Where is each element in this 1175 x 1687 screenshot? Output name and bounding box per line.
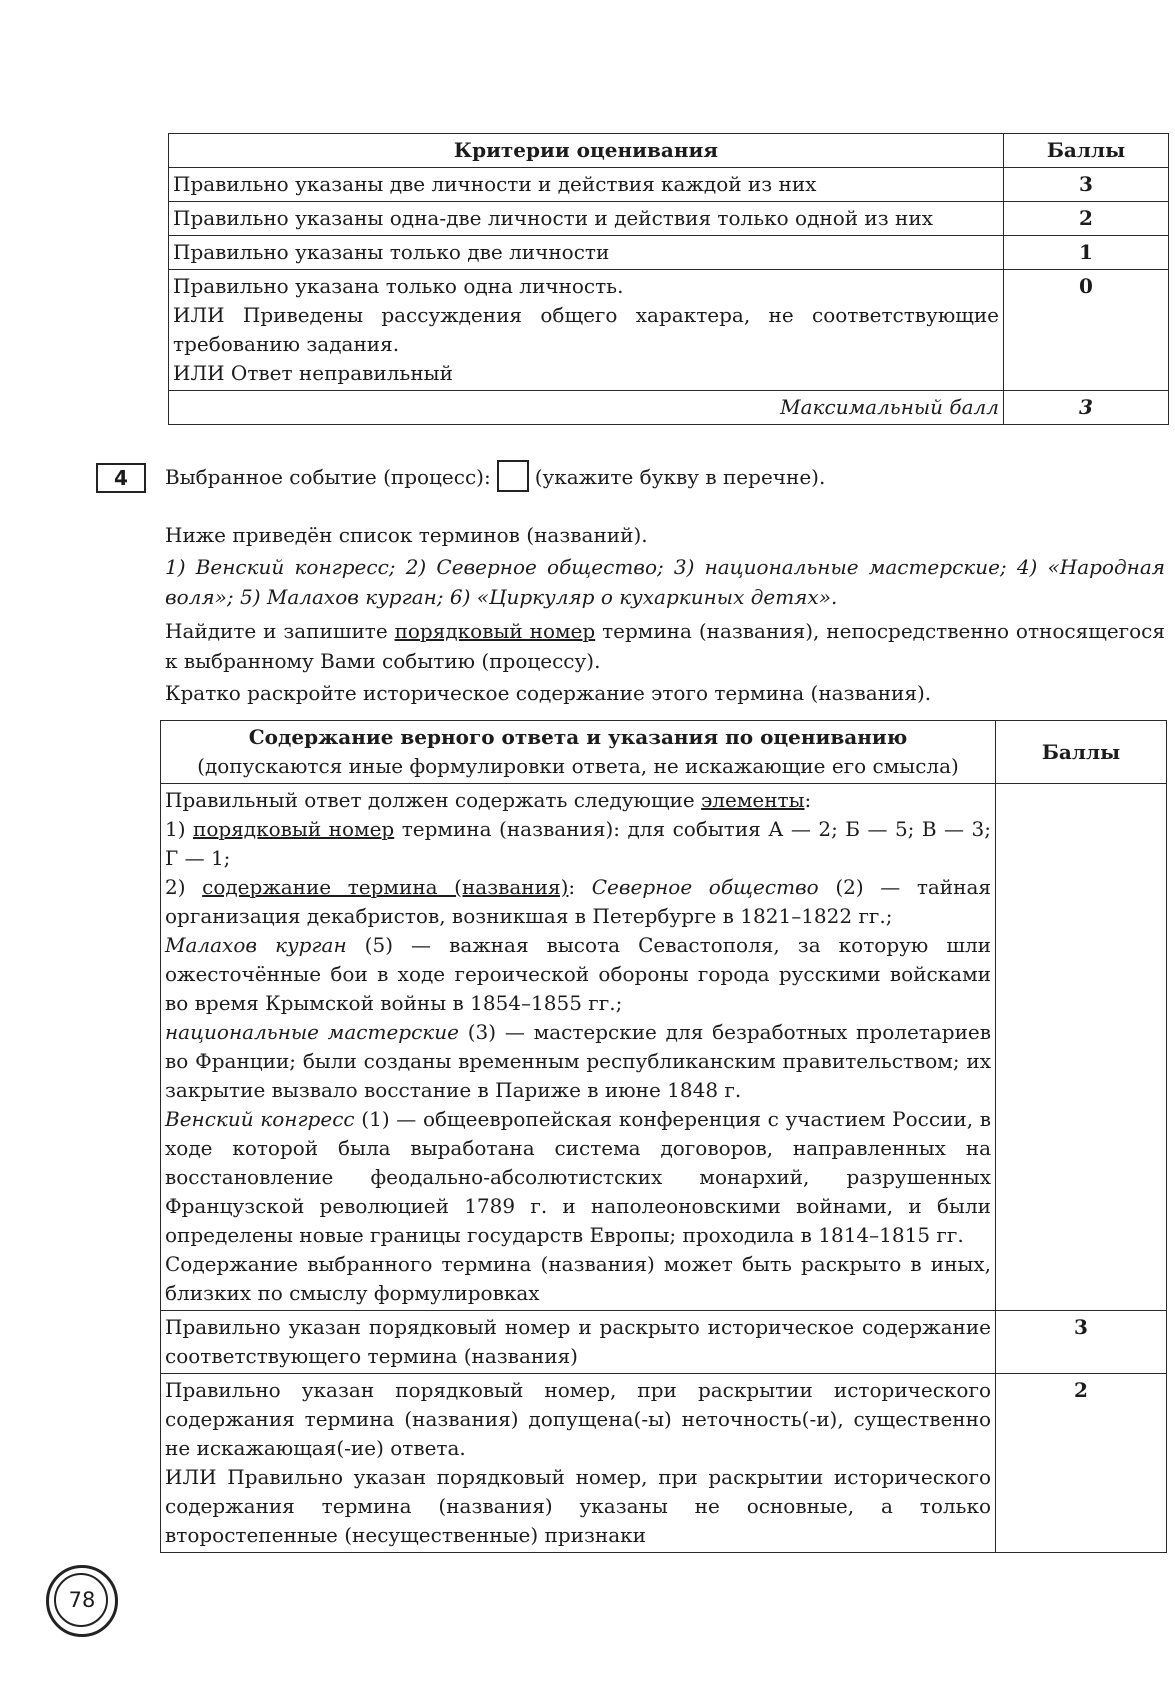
- table-row: [161, 1374, 1167, 1553]
- answer-text: :: [804, 788, 812, 812]
- term-description: (3) — мастерские для безработных пролетариев во Франции; были созданы временным республиканским правительством; их закрытие вызвало восстание в Париже в июне 1848 г.: [165, 1020, 991, 1102]
- answer-content: [161, 784, 996, 1311]
- answer-term: [165, 1018, 991, 1105]
- term-name: Венский конгресс: [165, 1107, 355, 1131]
- instruction-explain: Кратко раскройте историческое содержание этого термина (названия).: [165, 681, 932, 705]
- criterion-line: Правильно указан порядковый номер, при раскрытии исторического содержания термина (названия) допущена(-ы) неточность(-и), существенно не искажающая(-ие) ответа.: [165, 1378, 991, 1460]
- criterion-text: Правильно указаны одна-две личности и действия только одной из них: [169, 202, 1004, 236]
- instruction-underlined: порядковый номер: [394, 619, 596, 643]
- answer-item-1: [165, 815, 991, 873]
- table-row: [169, 236, 1169, 270]
- answer-underlined: порядковый номер: [193, 817, 395, 841]
- criterion-text: [169, 270, 1004, 391]
- answer-term: [165, 1105, 991, 1250]
- instruction-text: Найдите и запишите: [165, 619, 395, 643]
- answer-item-2: [165, 873, 991, 931]
- max-score-row: [169, 391, 1169, 425]
- term-description: (2) — тайная организация декабристов, возникшая в Петербурге в 1821–1822 гг.;: [165, 875, 992, 928]
- instruction-find: [165, 616, 1165, 676]
- chosen-event-prefix: Выбранное событие (процесс):: [165, 465, 491, 489]
- criterion-score: 0: [1004, 270, 1169, 391]
- table-row: [161, 1311, 1167, 1374]
- task-number: 4: [96, 463, 146, 493]
- table-row: [169, 270, 1169, 391]
- term-description: (5) — важная высота Севастополя, за которую шли ожесточённые бои в ходе героической обороны города русскими войсками во время Крымской войны в 1854–1855 гг.;: [165, 933, 991, 1015]
- table-row: [169, 202, 1169, 236]
- criterion-line: ИЛИ Ответ неправильный: [173, 361, 453, 385]
- instruction-text: термина (названия), непосредственно относящегося к выбранному Вами событию (процессу).: [165, 619, 1165, 673]
- criterion-line: ИЛИ Приведены рассуждения общего характера, не соответствующие требованию задания.: [173, 303, 999, 356]
- term-name: национальные мастерские: [165, 1020, 459, 1044]
- chosen-event-suffix: (укажите букву в перечне).: [534, 465, 826, 489]
- criteria-table-task-4: [160, 720, 1167, 1553]
- criterion-line: ИЛИ Правильно указан порядковый номер, при раскрытии исторического содержания термина (названия) указаны не основные, а только второстепенные (несущественные) признаки: [165, 1465, 991, 1547]
- answer-underlined: содержание термина (названия): [202, 875, 569, 899]
- criterion-text: Правильно указаны только две личности: [169, 236, 1004, 270]
- criterion-score: 3: [1004, 168, 1169, 202]
- item-number: 2): [165, 875, 203, 899]
- answer-text: термина (названия): для события А — 2; Б — 5; В — 3; Г — 1;: [165, 817, 991, 870]
- answer-closing: Содержание выбранного термина (названия) может быть раскрыто в иных, близких по смыслу формулировках: [165, 1252, 991, 1305]
- criterion-score: 2: [1004, 202, 1169, 236]
- answer-row: [161, 784, 1167, 1311]
- terms-list: 1) Венский конгресс; 2) Северное общество; 3) национальные мастерские; 4) «Народная воля»; 5) Малахов курган; 6) «Циркуляр о кухаркиных детях».: [165, 555, 1165, 609]
- table-row: [169, 168, 1169, 202]
- criterion-score: 3: [996, 1311, 1167, 1374]
- answer-text: :: [568, 875, 592, 899]
- criterion-text: Правильно указан порядковый номер и раскрыто историческое содержание соответствующего термина (названия): [161, 1311, 996, 1374]
- item-number: 1): [165, 817, 194, 841]
- criterion-line: Правильно указана только одна личность.: [173, 274, 624, 298]
- term-name: Северное общество: [591, 875, 819, 899]
- max-score-value: 3: [1004, 391, 1169, 425]
- term-description: (1) — общеевропейская конференция с участием России, в ходе которой была выработана система договоров, направленных на восстановление феодально-абсолютистских монархий, разрушенных Французской революцией 1789 г. и наполеоновскими войнами, и были определены новые границы государств Европы; проходила в 1814–1815 гг.: [165, 1107, 991, 1247]
- criteria-table-task-3: [168, 133, 1169, 425]
- chosen-event-line: [165, 462, 825, 495]
- header-score: Баллы: [1004, 134, 1169, 168]
- header-main: Содержание верного ответа и указания по оцениванию: [248, 725, 908, 749]
- page-number: 78: [68, 1588, 96, 1612]
- answer-underlined: элементы: [701, 788, 805, 812]
- criterion-text: Правильно указаны две личности и действия каждой из них: [169, 168, 1004, 202]
- max-score-label: Максимальный балл: [169, 391, 1004, 425]
- criterion-score: 1: [1004, 236, 1169, 270]
- answer-letter-box[interactable]: [497, 460, 529, 492]
- header-sub: (допускаются иные формулировки ответа, не искажающие его смысла): [197, 754, 959, 778]
- answer-text: Правильный ответ должен содержать следующие: [165, 788, 702, 812]
- table-header-row: [161, 721, 1167, 784]
- table-header-row: [169, 134, 1169, 168]
- answer-term: [165, 931, 991, 1018]
- criterion-text: [161, 1374, 996, 1553]
- answer-lead: [165, 786, 991, 815]
- term-name: Малахов курган: [165, 933, 347, 957]
- criterion-score: 2: [996, 1374, 1167, 1553]
- header-score: Баллы: [996, 721, 1167, 784]
- empty-score-cell: [996, 784, 1167, 1311]
- terms-intro: Ниже приведён список терминов (названий).: [165, 523, 648, 547]
- header-content: [161, 721, 996, 784]
- header-criteria: Критерии оценивания: [169, 134, 1004, 168]
